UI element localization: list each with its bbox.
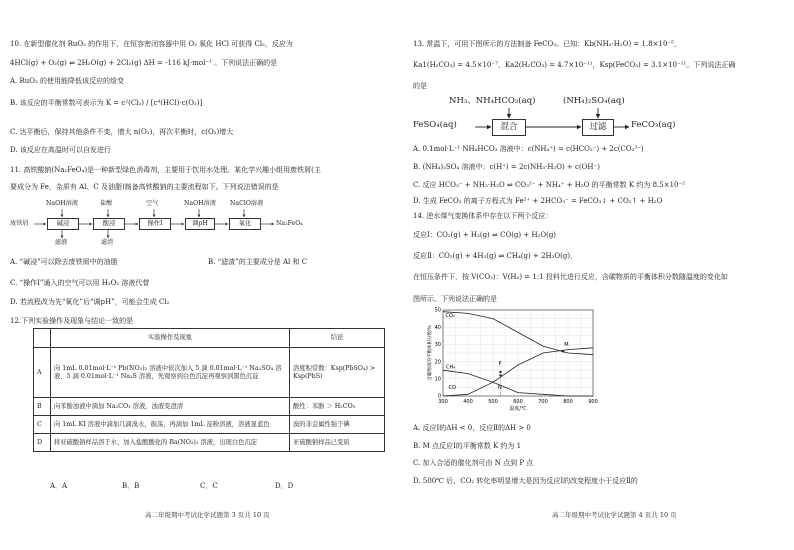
residue-solid: 滤渣 [101,239,114,246]
q14-stem: 14. 逆水煤气变换体系中存在以下两个反应： [413,212,553,220]
reagent-naoh-2: NaOH溶液 [184,200,216,207]
q13-stem-end: 的是 [413,82,427,90]
q13-stem: 13. 常温下，可用下图所示的方法制备 FeCO₃。已知：Kb(NH₃·H₂O) = 1.8×10⁻⁵， [413,40,681,48]
q10-stem: 10. 在新型催化剂 RuO₂ 的作用下，在恒容密闭容器中用 O₂ 氧化 HCl 可获得 Cl₂，反应为 [10,40,293,48]
residue-filtrate: 滤液 [55,239,68,246]
table-row [34,398,385,416]
y-tick-label: 20 [434,359,441,366]
row-label: B [34,398,51,416]
reagent-naoh-1: NaOH溶液 [46,200,78,207]
q13-option-c: C. 反应 HCO₃⁻ + NH₃·H₂O ⇌ CO₃²⁻ + NH₄⁺ + H₂O 的平衡常数 K 约为 8.5×10⁻² [413,181,685,189]
table-row [34,348,385,398]
point-N [499,374,501,376]
step-operation-1: 操作Ⅰ [139,218,171,230]
table-row [34,434,385,452]
q14-reaction-2: 反应Ⅱ：CO₂(g) + 4H₂(g) ⇌ CH₄(g) + 2H₂O(g)， [413,252,578,260]
q13-flow-diagram [413,96,783,141]
row-op: 向 1mL KI 溶液中滴加几滴溴水，振荡，再滴加 1mL 淀粉溶液，溶液显蓝色 [51,416,290,434]
q10-equation: 4HCl(g) + O₂(g) ⇌ 2H₂O(g) + 2Cl₂(g) ΔH = -116 kJ·mol⁻¹ 。下列说法正确的是 [10,59,278,67]
chart-ticks [435,308,598,405]
row-op: 将亚硫酸钠样品溶于水，加入盐酸酸化的 Ba(NO₃)₂ 溶液，出现白色沉淀 [51,434,290,452]
q11-stem: 11. 高铁酸钠(Na₂FeO₄)是一种新型绿色消毒剂，主要用于饮用水处理。某化学兴趣小组用废铁屑(主 [10,166,321,174]
y-tick-label: 50 [434,307,441,314]
row-con: 酸性：苯酚 ＞ H₂CO₃ [290,398,385,416]
q14-question: 图所示。下列说法正确的是 [413,295,497,303]
flow-reagents-left: NH₃、NH₄HCO₃(aq) [449,96,536,106]
table-header-row [34,329,385,348]
flow-start: FeSO₄(aq) [413,120,457,130]
x-tick-label: 700 [538,399,548,405]
step-mix: 混合 [492,119,526,136]
y-tick-label: 30 [434,342,441,349]
q11-option-d: D. 若流程改为先“氧化”后“调pH”，可能会生成 Cl₂ [10,298,170,306]
q14-option-a: A. 反应Ⅰ的ΔH < 0，反应Ⅱ的ΔH > 0 [413,424,531,432]
flow-start: 废铁屑 [10,220,29,227]
q14-option-c: C. 加入合适的催化剂可由 N 点到 P 点 [413,459,534,467]
q13-option-a: A. 0.1mol·L⁻¹ NH₄HCO₃ 溶液中：c(NH₄⁺) = c(HCO₃⁻) + 2c(CO₃²⁻) [413,145,644,153]
chart-labels [426,313,569,412]
q14-option-d: D. 500℃ 后，CO₂ 转化率明显增大是因为反应Ⅰ的改变程度小于反应Ⅱ的 [413,477,638,485]
x-axis-label: 温度/℃ [509,406,527,412]
step-adjust-ph: 调pH [185,218,215,230]
x-tick-label: 600 [513,399,523,405]
q14-reaction-1: 反应Ⅰ：CO₂(g) + H₂(g) ⇌ CO(g) + H₂O(g) [413,231,557,239]
table-header-blank [34,329,51,348]
reagent-naclo: NaClO溶液 [230,200,264,207]
y-tick-label: 40 [434,324,441,331]
page-footer-left: 高二年级期中考试化学试题第 3 页共 10 页 [145,511,270,519]
q13-option-b: B. (NH₄)₂SO₄ 溶液中：c(H⁺) = 2c(NH₃·H₂O) + c(OH⁻) [413,163,600,171]
point-P [499,371,501,373]
table-row [34,416,385,434]
row-label: C [34,416,51,434]
step-oxidize: 氧化 [229,218,261,230]
x-tick-label: 800 [563,399,573,405]
q14-conditions: 在恒压条件下，按 V(CO₂)：V(H₂) = 1:1 投料比进行反应，含碳物质的平衡体积分数随温度的变化如 [413,273,728,281]
reagent-air: 空气 [146,200,159,207]
row-con: 溶度积常数：Ksp(PbSO₄) > Ksp(PbS) [290,348,385,398]
q11-flow-diagram [10,200,380,248]
flow-product: FeCO₃(aq) [631,120,676,130]
row-op: 向 1mL 0.01mol·L⁻¹ Pb(NO₃)₂ 溶液中依次加入 5 滴 0.01mol·L⁻¹ Na₂SO₄ 溶液、5 滴 0.01mol·L⁻¹ Na₂S 溶液，先观察到白色沉淀再观察到黑色沉淀 [51,348,290,398]
q11-option-b: B. “滤渣”的主要成分是 Al 和 C [208,258,308,266]
x-tick-label: 900 [588,399,598,405]
y-tick-label: 10 [434,376,441,383]
row-con: 亚硫酸钠样品已变质 [290,434,385,452]
q11-stem-cont: 要成分为 Fe，杂质有 Al、C 及油脂)制备高铁酸钠的主要流程如下。下列说法错误的是 [10,183,279,191]
q13-option-d: D. 生成 FeCO₃ 的离子方程式为 Fe²⁺ + 2HCO₃⁻ = FeCO₃↓ + CO₂↑ + H₂O [413,197,663,205]
row-label: D [34,434,51,452]
reagent-hcl: 盐酸 [100,200,113,207]
q12-option-d: D．D [275,482,294,490]
step-alkali-leach: 碱浸 [47,218,79,230]
q10-option-a: A. RuO₂ 的使用能降低该反应的焓变 [10,77,125,85]
row-con: 溴的非金属性强于碘 [290,416,385,434]
q14-option-b: B. M 点反应Ⅰ的平衡常数 K 约为 1 [413,442,522,450]
row-op: 向苯酚浊液中滴加 Na₂CO₃ 溶液，浊液变澄清 [51,398,290,416]
x-tick-label: 500 [488,399,498,405]
step-filter: 过滤 [582,119,614,136]
curve-label-CO₂: CO₂ [445,312,455,319]
curve-label-CO: CO [448,385,456,392]
curve-label-CH₄: CH₄ [446,364,456,371]
q12-stem: 12.下列实验操作及现象与结论一致的是 [10,317,134,325]
page-footer-right: 高二年级期中考试化学试题第 4 页共 10 页 [552,511,677,519]
q10-option-c: C. 达平衡后，保持其他条件不变，增大 n(O₂)，再次平衡时，c(O₂)增大 [10,128,234,136]
right-page [397,0,794,550]
flow-reagent-right: (NH₄)₂SO₄(aq) [563,96,625,106]
q12-option-c: C．C [200,482,218,490]
x-tick-label: 300 [438,399,448,405]
q13-constants: Ka1(H₂CO₃) = 4.5×10⁻⁷，Ka2(H₂CO₃) = 4.7×10⁻¹¹，Ksp(FeCO₃) = 3.1×10⁻¹¹。下列说法正确 [413,61,736,69]
x-tick-label: 400 [463,399,473,405]
q12-option-b: B．B [122,482,140,490]
curve-label-M: M [564,342,569,349]
flow-product: Na₂FeO₄ [276,220,303,227]
q12-table [33,328,385,452]
table-header-con: 结论 [290,329,385,348]
q14-chart [425,306,605,416]
q11-option-a: A. “碱浸”可以除去废铁屑中的油脂 [10,258,118,266]
q11-option-c: C. “操作Ⅰ”通入的空气可以用 H₂O₂ 溶液代替 [10,279,150,287]
table-header-op: 实验操作及现象 [51,329,290,348]
q10-option-b: B. 该反应的平衡常数可表示为 K = c²(Cl₂) / [c⁴(HCl)·c(O₂)] [10,99,203,107]
row-label: A [34,348,51,398]
q10-option-d: D. 该反应在高温时可以自发进行 [10,146,111,154]
q12-option-a: A．A [50,482,68,490]
curve-label-P: P [498,361,502,368]
y-tick-label: 0 [437,393,441,400]
y-axis-label: 含碳物质的平衡体积分数/% [428,325,433,381]
point-M [562,350,564,352]
curve-label-N: N [498,385,502,392]
step-acid-leach: 酸浸 [93,218,125,230]
